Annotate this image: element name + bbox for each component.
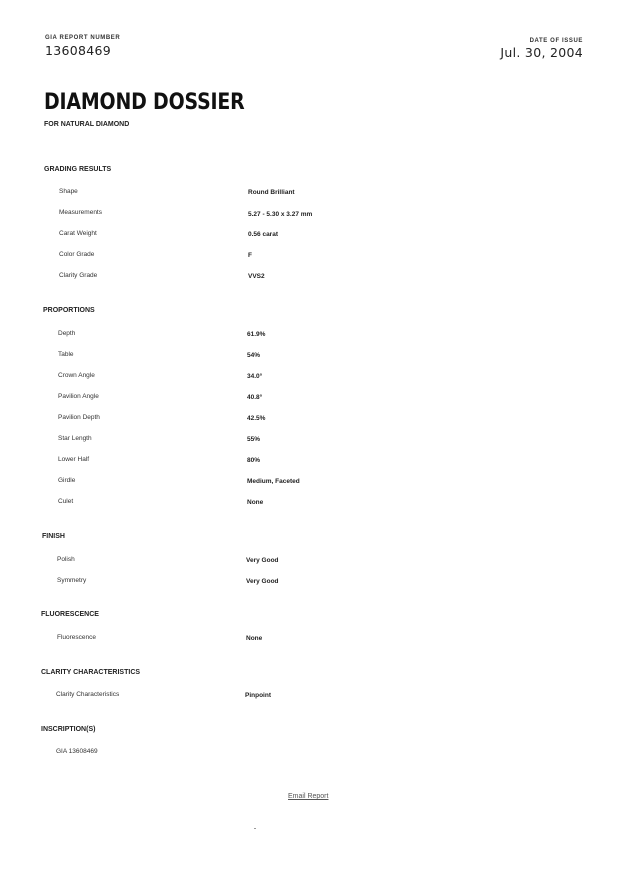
row-value-clarity-grade: VVS2 [248,273,265,280]
report-number-label: GIA REPORT NUMBER [45,35,121,41]
row-value-measurements: 5.27 - 5.30 x 3.27 mm [248,211,313,218]
row-label-lower-half: Lower Half [58,456,90,463]
section-title-clarity-characteristics: CLARITY CHARACTERISTICS [41,669,141,676]
row-label-fluorescence: Fluorescence [57,634,97,641]
row-label-girdle: Girdle [58,477,76,484]
row-label-table: Table [58,351,74,358]
row-value-girdle: Medium, Faceted [247,478,300,485]
row-label-carat-weight: Carat Weight [59,230,97,237]
row-label-polish: Polish [57,556,75,563]
row-value-clarity-characteristics: Pinpoint [245,692,271,699]
section-title-proportions: PROPORTIONS [43,307,95,314]
row-value-color-grade: F [248,252,252,259]
row-label-pavilion-angle: Pavilion Angle [58,393,99,400]
row-label-culet: Culet [58,498,74,505]
section-title-grading-results: GRADING RESULTS [44,166,112,173]
date-of-issue-label: DATE OF ISSUE [529,38,583,44]
row-value-table: 54% [247,352,261,359]
row-value-pavilion-angle: 40.8° [247,394,263,401]
section-title-fluorescence: FLUORESCENCE [41,611,99,618]
row-value-lower-half: 80% [247,457,261,464]
row-value-carat-weight: 0.56 carat [248,231,278,238]
page-subtitle: FOR NATURAL DIAMOND [44,121,130,128]
scan-speck [254,828,256,829]
row-label-clarity-characteristics: Clarity Characteristics [56,691,120,698]
section-title-inscriptions: INSCRIPTION(S) [41,726,96,733]
row-label-pavilion-depth: Pavilion Depth [58,414,100,421]
row-label-shape: Shape [59,188,78,195]
row-value-symmetry: Very Good [246,578,279,585]
row-label-depth: Depth [58,330,76,337]
email-report-link[interactable]: Email Report [288,793,329,800]
row-label-clarity-grade: Clarity Grade [59,272,98,279]
row-value-shape: Round Brilliant [248,189,295,196]
row-label-measurements: Measurements [59,209,102,216]
row-value-crown-angle: 34.0° [247,373,263,380]
row-label-color-grade: Color Grade [59,251,95,258]
row-value-depth: 61.9% [247,331,266,338]
inscription-text: GIA 13608469 [56,748,98,755]
row-value-star-length: 55% [247,436,261,443]
row-value-culet: None [247,499,264,506]
report-number: 13608469 [45,43,112,58]
row-value-pavilion-depth: 42.5% [247,415,266,422]
page-title: DIAMOND DOSSIER [44,90,245,115]
row-label-star-length: Star Length [58,435,92,442]
section-title-finish: FINISH [42,533,65,540]
row-label-symmetry: Symmetry [57,577,87,584]
row-value-polish: Very Good [246,557,279,564]
row-label-crown-angle: Crown Angle [58,372,95,379]
row-value-fluorescence: None [246,635,263,642]
date-of-issue: Jul. 30, 2004 [500,45,583,60]
